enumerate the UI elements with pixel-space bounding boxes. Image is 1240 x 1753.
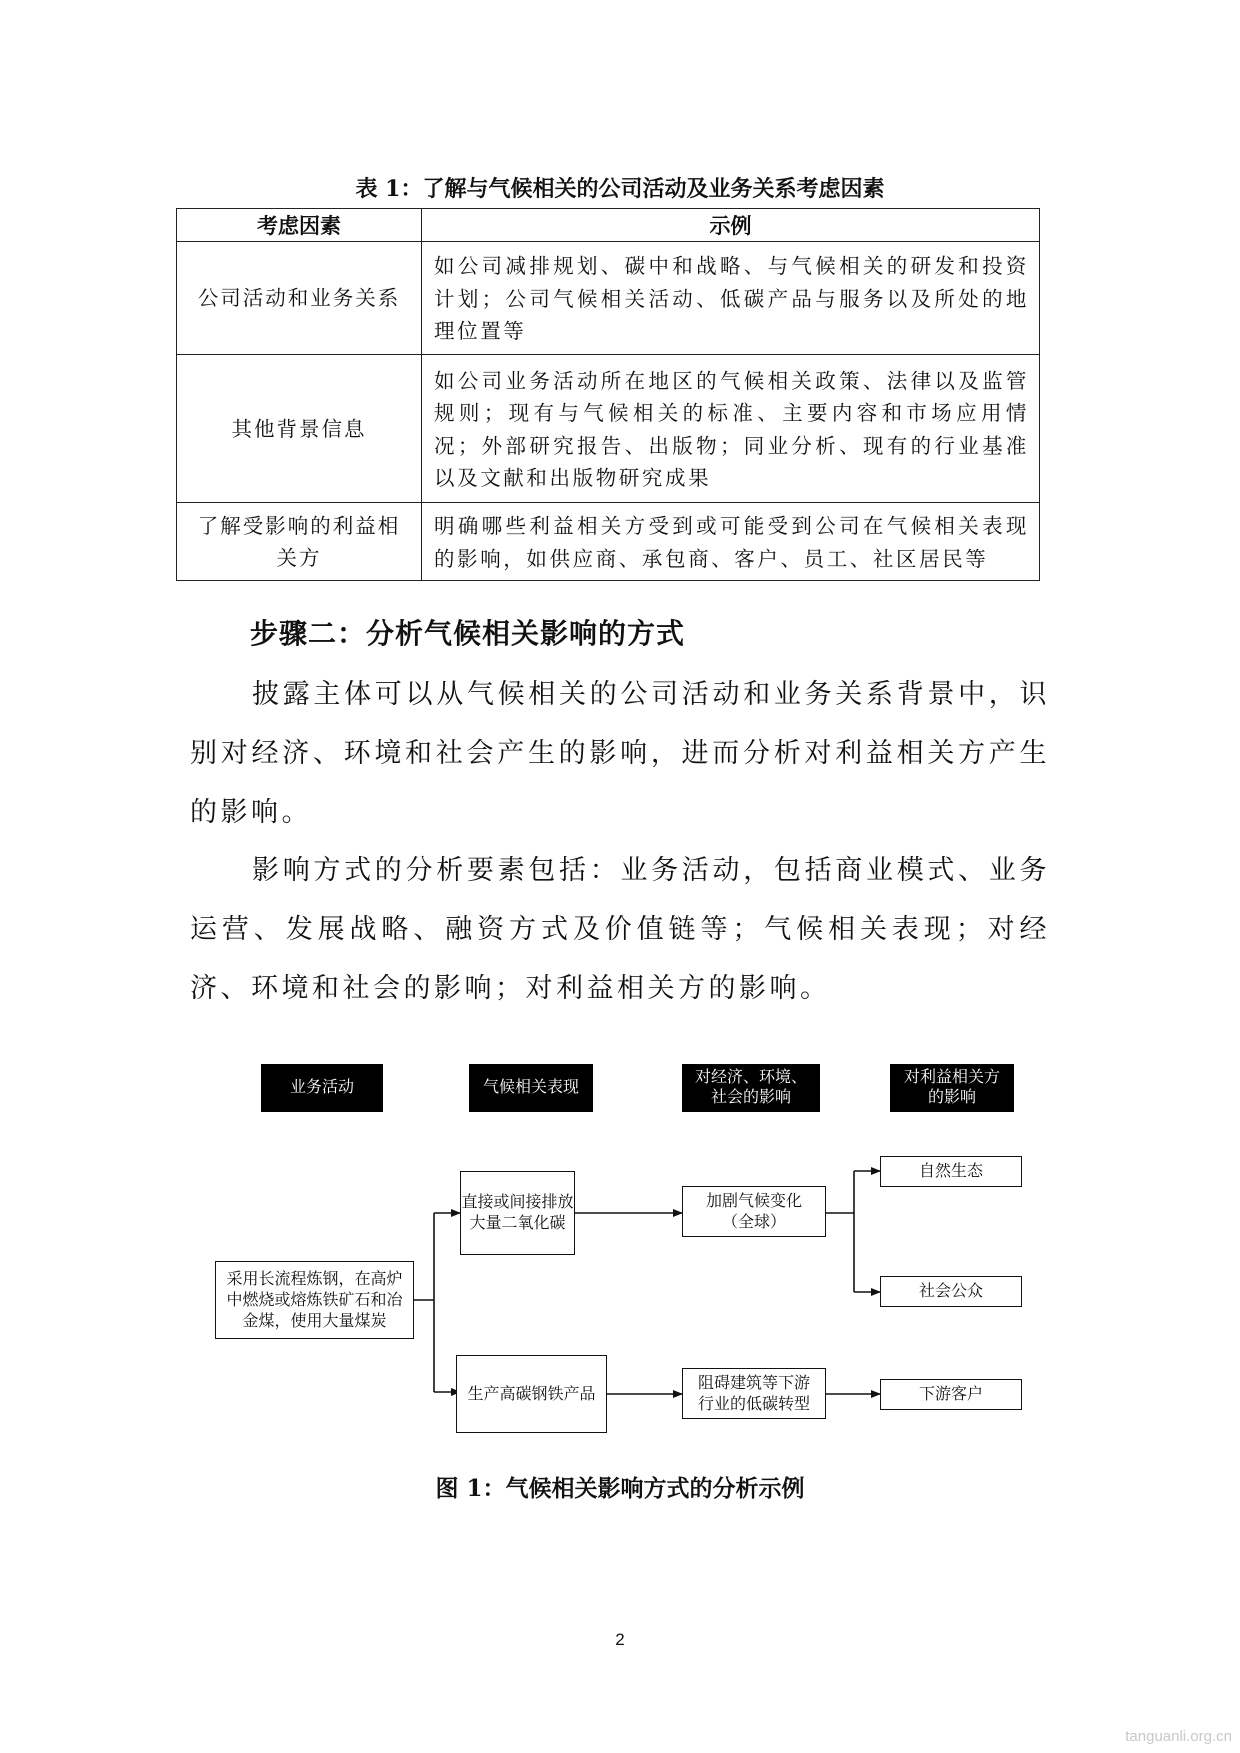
node-natural-ecology: 自然生态 xyxy=(880,1156,1022,1187)
column-header-example: 示例 xyxy=(422,209,1040,242)
section-heading: 步骤二：分析气候相关影响的方式 xyxy=(250,617,686,650)
node-source-activity: 采用长流程炼钢，在高炉 中燃烧或熔炼铁矿石和冶 金煤，使用大量煤炭 xyxy=(215,1261,414,1339)
figure-caption: 图 1：气候相关影响方式的分析示例 xyxy=(435,1475,805,1502)
column-label-business-activity: 业务活动 xyxy=(261,1064,383,1112)
column-header-factor: 考虑因素 xyxy=(177,209,422,242)
table-title: 表 1：了解与气候相关的公司活动及业务关系考虑因素 xyxy=(355,176,885,202)
example-cell: 如公司减排规划、碳中和战略、与气候相关的研发和投资计划；公司气候相关活动、低碳产品与服务以及所处的地理位置等 xyxy=(422,242,1040,355)
watermark: tanguanli.org.cn xyxy=(1125,1728,1232,1745)
node-block-transition: 阻碍建筑等下游 行业的低碳转型 xyxy=(682,1368,826,1419)
node-high-carbon-product: 生产高碳钢铁产品 xyxy=(456,1355,607,1433)
factor-cell: 其他背景信息 xyxy=(177,355,422,503)
body-paragraph: 影响方式的分析要素包括：业务活动，包括商业模式、业务运营、发展战略、融资方式及价值链等；气候相关表现；对经济、环境和社会的影响；对利益相关方的影响。 xyxy=(190,855,1050,1004)
body-paragraph: 披露主体可以从气候相关的公司活动和业务关系背景中，识别对经济、环境和社会产生的影响，进而分析对利益相关方产生的影响。 xyxy=(190,679,1050,828)
column-label-impact: 对经济、环境、 社会的影响 xyxy=(682,1064,820,1112)
column-label-climate-performance: 气候相关表现 xyxy=(469,1064,593,1112)
factor-cell: 公司活动和业务关系 xyxy=(177,242,422,355)
node-climate-change: 加剧气候变化 （全球） xyxy=(682,1186,826,1237)
node-downstream-customers: 下游客户 xyxy=(880,1379,1022,1410)
example-cell: 如公司业务活动所在地区的气候相关政策、法律以及监管规则；现有与气候相关的标准、主要内容和市场应用情况；外部研究报告、出版物；同业分析、现有的行业基准以及文献和出版物研究成果 xyxy=(422,355,1040,503)
factor-cell: 了解受影响的利益相关方 xyxy=(177,503,422,581)
example-cell: 明确哪些利益相关方受到或可能受到公司在气候相关表现的影响，如供应商、承包商、客户、员工、社区居民等 xyxy=(422,503,1040,581)
node-emission: 直接或间接排放 大量二氧化碳 xyxy=(460,1171,575,1255)
column-label-stakeholder-impact: 对利益相关方 的影响 xyxy=(890,1064,1014,1112)
node-public: 社会公众 xyxy=(880,1276,1022,1307)
page-number: 2 xyxy=(615,1630,625,1649)
